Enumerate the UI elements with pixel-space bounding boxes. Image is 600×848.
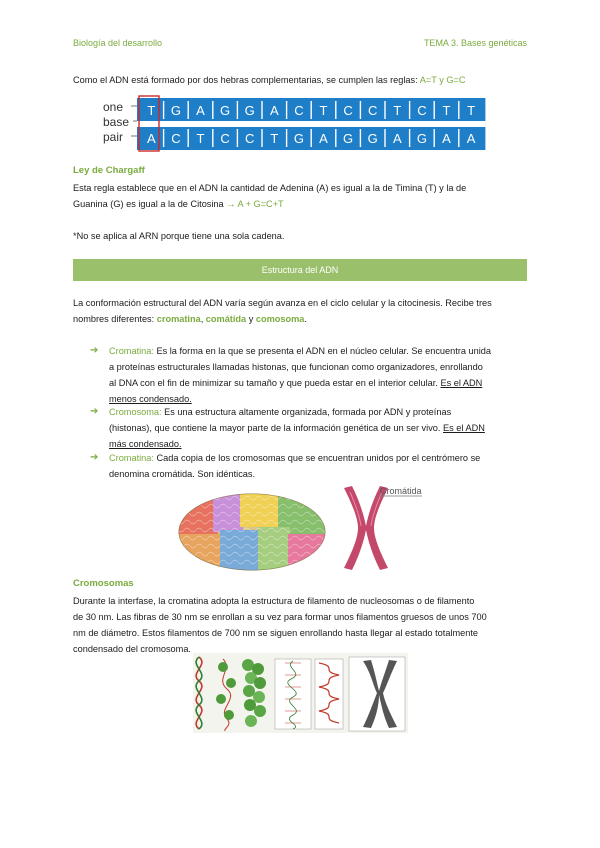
dna-base-pair-figure bbox=[103, 95, 493, 153]
dna-base-bottom: T bbox=[270, 131, 279, 146]
cromosomas-line: de 30 nm. Las fibras de 30 nm se enrollan a su vez para formar unos filamentos gruesos de unos 700 bbox=[73, 612, 487, 622]
bullet-line: Cada copia de los cromosomas que se encuentran unidos por el centrómero se bbox=[153, 453, 481, 463]
structure-line-1: La conformación estructural del ADN varía según avanza en el ciclo celular y la citocinesis. Recibe tres bbox=[73, 298, 492, 308]
condensed-chromosome-stage bbox=[349, 657, 405, 731]
dna-base-bottom: G bbox=[343, 131, 354, 146]
dna-base-top: T bbox=[442, 103, 451, 118]
cromosomas-line: condensado del cromosoma. bbox=[73, 644, 191, 654]
cromosomas-heading: Cromosomas bbox=[73, 578, 134, 589]
bullet-emphasis: más condensado. bbox=[109, 439, 182, 449]
bullet-term: Cromosoma: bbox=[109, 407, 162, 417]
dna-base-bottom: G bbox=[416, 131, 427, 146]
bullet-line: Es una estructura altamente organizada, formada por ADN y proteínas bbox=[161, 407, 452, 417]
dna-base-bottom: A bbox=[146, 131, 156, 146]
bullet-cromosoma bbox=[90, 404, 527, 452]
term-cromatina: cromatina bbox=[156, 314, 201, 324]
bullet-line: (histonas), que contiene la mayor parte de la información genética de un ser vivo. bbox=[109, 423, 443, 433]
structure-sep-2: y bbox=[246, 314, 256, 324]
dna-base-top: A bbox=[196, 103, 205, 118]
dna-base-bottom: A bbox=[319, 131, 328, 146]
dna-base-top: C bbox=[343, 103, 353, 118]
arrow-icon: ➔ bbox=[90, 452, 99, 463]
header-right: TEMA 3. Bases genéticas bbox=[423, 38, 527, 48]
structure-end: . bbox=[304, 314, 307, 324]
bullet-line: denomina cromátida. Son idénticas. bbox=[109, 469, 256, 479]
header-left: Biología del desarrollo bbox=[73, 38, 163, 48]
intro-text: Como el ADN está formado por dos hebras complementarias, se cumplen las reglas: bbox=[73, 75, 420, 85]
chargaff-heading: Ley de Chargaff bbox=[73, 165, 145, 176]
chromatin-condensation-figure bbox=[193, 653, 408, 733]
dna-strand-diagram bbox=[103, 95, 493, 153]
dna-label-pair: pair bbox=[103, 130, 124, 144]
bullet-cromatida bbox=[90, 450, 527, 484]
dna-base-top: T bbox=[393, 103, 402, 118]
chargaff-line-1: Esta regla establece que en el ADN la cantidad de Adenina (A) es igual a la de Timina (T) y la de bbox=[73, 183, 467, 193]
term-comatida: comátida bbox=[205, 314, 247, 324]
dna-base-top: C bbox=[417, 103, 427, 118]
bullet-line: Es la forma en la que se presenta el ADN en el núcleo celular. Se encuentra unida bbox=[153, 346, 492, 356]
dna-base-top: T bbox=[147, 103, 156, 118]
chromatin-nucleus-illustration bbox=[178, 492, 326, 572]
dna-label-base: base bbox=[103, 115, 130, 129]
bullet-line: a proteínas estructurales llamadas histonas, que funcionan como organizadores, enrollando bbox=[109, 362, 483, 372]
chromosome-illustration bbox=[330, 484, 448, 572]
dna-base-bottom: A bbox=[392, 131, 402, 146]
dna-base-top: C bbox=[294, 103, 304, 118]
arn-note: *No se aplica al ARN porque tiene una sola cadena. bbox=[73, 231, 285, 241]
dna-base-bottom: G bbox=[367, 131, 378, 146]
bullet-cromatina-text bbox=[109, 343, 527, 407]
dna-base-top: G bbox=[170, 103, 181, 118]
bullet-emphasis: menos condensado. bbox=[109, 394, 192, 404]
base-pair-rule: A=T y G=C bbox=[419, 75, 466, 85]
cromosomas-line: nm de diámetro. Estos filamentos de 700 nm se siguen enrollando hasta llegar al estado totalmente bbox=[73, 628, 478, 638]
structure-sep-1: , bbox=[200, 314, 206, 324]
fiber-700nm-stage bbox=[315, 659, 343, 729]
arrow-icon: ➔ bbox=[90, 345, 99, 356]
structure-line-2 bbox=[73, 311, 307, 327]
bullet-cromatina bbox=[90, 343, 527, 404]
bullet-line: al DNA con el fin de minimizar su tamaño y que pueda estar en el interior celular. bbox=[109, 378, 441, 388]
dna-base-bottom: C bbox=[220, 131, 230, 146]
bullet-emphasis: Es el ADN bbox=[440, 378, 483, 388]
bullet-term: Cromatina: bbox=[109, 346, 154, 356]
term-comosoma: comosoma bbox=[255, 314, 305, 324]
bullet-term: Cromatina: bbox=[109, 453, 154, 463]
section-banner: Estructura del ADN bbox=[73, 259, 527, 281]
intro-paragraph bbox=[73, 72, 466, 88]
chargaff-line-2-text: Guanina (G) es igual a la de Citosina bbox=[73, 199, 227, 209]
dna-base-top: G bbox=[244, 103, 255, 118]
structure-line-2-text: nombres diferentes: bbox=[73, 314, 157, 324]
dna-base-top: A bbox=[269, 103, 279, 118]
dna-base-top: C bbox=[368, 103, 378, 118]
chromatid-label: Cromátida bbox=[380, 486, 422, 496]
dna-base-bottom: C bbox=[245, 131, 255, 146]
cromosomas-line: Durante la interfase, la cromatina adopta la estructura de filamento de nucleosomas o de filamento bbox=[73, 596, 475, 606]
dna-base-bottom: C bbox=[171, 131, 181, 146]
bullet-emphasis: Es el ADN bbox=[443, 423, 485, 433]
dna-base-top: T bbox=[319, 103, 328, 118]
dna-label-one: one bbox=[103, 100, 124, 114]
bullet-cromatida-text bbox=[109, 450, 527, 482]
dna-base-bottom: A bbox=[442, 131, 451, 146]
bullet-cromosoma-text bbox=[109, 404, 527, 452]
dna-base-bottom: A bbox=[466, 131, 476, 146]
chargaff-line-2 bbox=[73, 196, 284, 212]
chargaff-formula: → A + G=C+T bbox=[226, 199, 284, 209]
dna-base-top: G bbox=[220, 103, 231, 118]
dna-base-top: T bbox=[467, 103, 476, 118]
arrow-icon: ➔ bbox=[90, 406, 99, 417]
fiber-300nm-stage bbox=[275, 659, 311, 729]
dna-base-bottom: G bbox=[293, 131, 304, 146]
dna-base-bottom: T bbox=[196, 131, 205, 146]
